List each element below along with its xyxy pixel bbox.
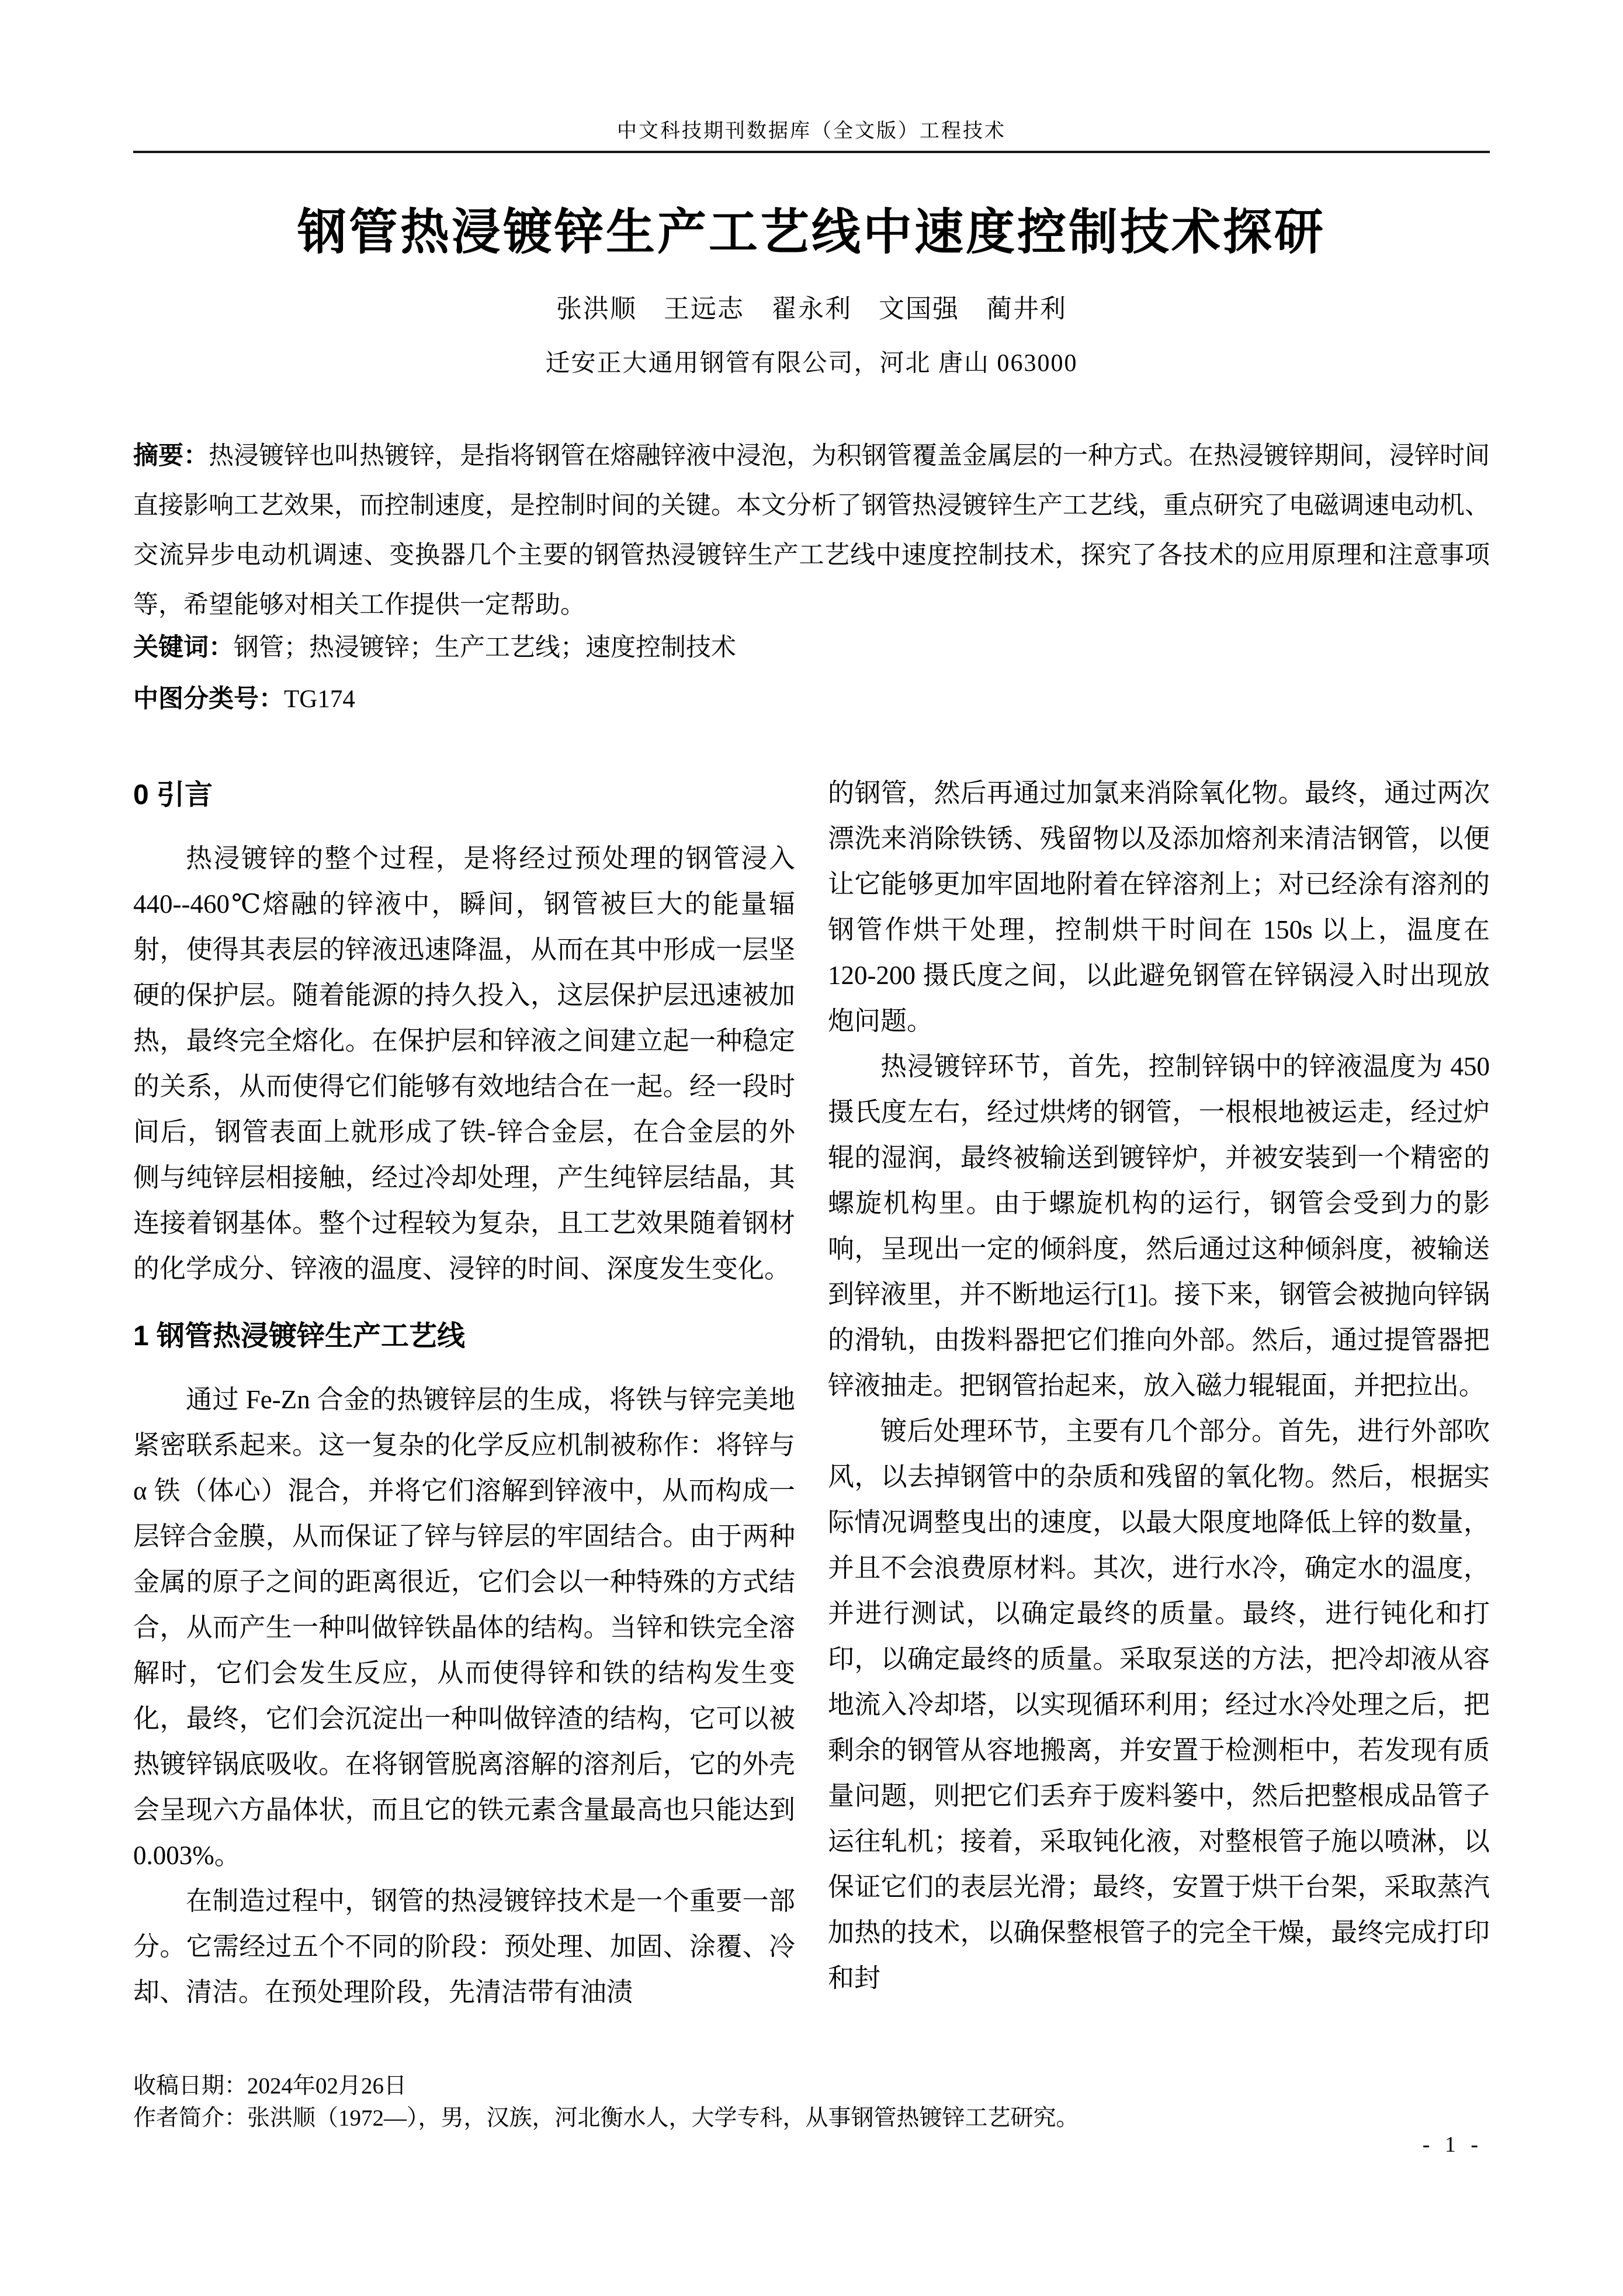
page-number: - 1 - bbox=[1422, 2132, 1483, 2157]
affiliation-line: 迁安正大通用钢管有限公司，河北 唐山 063000 bbox=[545, 350, 1078, 377]
author-bio-label: 作者简介： bbox=[133, 2105, 248, 2131]
clc-text: TG174 bbox=[284, 685, 355, 713]
section-heading-0: 0 引言 bbox=[133, 780, 213, 811]
received-date-label: 收稿日期： bbox=[133, 2073, 248, 2098]
abstract bbox=[133, 431, 1490, 630]
section-1-paragraph-2-left: 在制造过程中，钢管的热浸镀锌技术是一个重要一部分。它需经过五个不同的阶段：预处理、加固、涂覆、冷却、清洁。在预处理阶段，先清洁带有油渍 bbox=[133, 1886, 795, 2007]
section-heading-1: 1 钢管热浸镀锌生产工艺线 bbox=[133, 1321, 466, 1352]
section-1-paragraph-4: 镀后处理环节，主要有几个部分。首先，进行外部吹风，以去掉钢管中的杂质和残留的氧化物。然后，根据实际情况调整曳出的速度，以最大限度地降低上锌的数量，并且不会浪费原材料。其次，进行水冷，确定水的温度，并进行测试，以确定最终的质量。最终，进行钝化和打印，以确定最终的质量。采取泵送的方法，把冷却液从容地流入冷却塔，以实现循环利用；经过水冷处理之后，把剩余的钢管从容地搬离，并安置于检测柜中，若发现有质量问题，则把它们丢弃于废料篓中，然后把整根成品管子运往轧机；接着，采取钝化液，对整根管子施以喷淋，以保证它们的表层光滑；最终，安置于烘干台架，采取蒸汽加热的技术，以确保整根管子的完全干燥，最终完成打印和封 bbox=[828, 1417, 1490, 1993]
section-1-paragraph-2-continued: 的钢管，然后再通过加氯来消除氧化物。最终，通过两次漂洗来消除铁锈、残留物以及添加熔剂来清洁钢管，以便让它能够更加牢固地附着在锌溶剂上；对已经涂有溶剂的钢管作烘干处理，控制烘干时间在 150s 以上，温度在 120-200 摄氏度之间，以此避免钢管在锌锅浸入时出现放炮问题。 bbox=[828, 778, 1490, 1036]
abstract-label: 摘要： bbox=[133, 442, 209, 470]
header-divider bbox=[133, 151, 1490, 153]
section-0-paragraph: 热浸镀锌的整个过程，是将经过预处理的钢管浸入 440--460℃熔融的锌液中，瞬间，钢管被巨大的能量辐射，使得其表层的锌液迅速降温，从而在其中形成一层坚硬的保护层。随着能源的持久投入，这层保护层迅速被加热，最终完全熔化。在保护层和锌液之间建立起一种稳定的关系，从而使得它们能够有效地结合在一起。经一段时间后，钢管表面上就形成了铁-锌合金层，在合金层的外侧与纯锌层相接触，经过冷却处理，产生纯锌层结晶，其连接着钢基体。整个过程较为复杂，且工艺效果随着钢材的化学成分、锌液的温度、浸锌的时间、深度发生变化。 bbox=[133, 844, 795, 1283]
received-date-line bbox=[133, 2070, 1490, 2102]
section-1-paragraph-1: 通过 Fe-Zn 合金的热镀锌层的生成，将铁与锌完美地紧密联系起来。这一复杂的化学反应机制被称作：将锌与 α 铁（体心）混合，并将它们溶解到锌液中，从而构成一层锌合金膜，从而保证了锌与锌层的牢固结合。由于两种金属的原子之间的距离很近，它们会以一种特殊的方式结合，从而产生一种叫做锌铁晶体的结构。当锌和铁完全溶解时，它们会发生反应，从而使得锌和铁的结构发生变化，最终，它们会沉淀出一种叫做锌渣的结构，它可以被热镀锌锅底吸收。在将钢管脱离溶解的溶剂后，它的外壳会呈现六方晶体状，而且它的铁元素含量最高也只能达到 0.003%。 bbox=[133, 1385, 795, 1870]
left-column bbox=[133, 770, 795, 2069]
clc-label: 中图分类号： bbox=[133, 685, 284, 713]
section-1-paragraph-3: 热浸镀锌环节，首先，控制锌锅中的锌液温度为 450 摄氏度左右，经过烘烤的钢管，一根根地被运走，经过炉辊的湿润，最终被输送到镀锌炉，并被安装到一个精密的螺旋机构里。由于螺旋机构的运行，钢管会受到力的影响，呈现出一定的倾斜度，然后通过这种倾斜度，被输送到锌液里，并不断地运行[1]。接下来，钢管会被抛向锌锅的滑轨，由拨料器把它们推向外部。然后，通过提管器把锌液抽走。把钢管抬起来，放入磁力辊辊面，并把拉出。 bbox=[828, 1052, 1490, 1400]
author-bio-value: 张洪顺（1972—），男，汉族，河北衡水人，大学专科，从事钢管热镀锌工艺研究。 bbox=[247, 2105, 1079, 2131]
abstract-text: 热浸镀锌也叫热镀锌，是指将钢管在熔融锌液中浸泡，为积钢管覆盖金属层的一种方式。在热浸镀锌期间，浸锌时间直接影响工艺效果，而控制速度，是控制时间的关键。本文分析了钢管热浸镀锌生产工艺线，重点研究了电磁调速电动机、交流异步电动机调速、变换器几个主要的钢管热浸镀锌生产工艺线中速度控制技术，探究了各技术的应用原理和注意事项等，希望能够对相关工作提供一定帮助。 bbox=[133, 442, 1490, 619]
received-date-value: 2024年02月26日 bbox=[247, 2073, 407, 2098]
keywords-text: 钢管；热浸镀锌；生产工艺线；速度控制技术 bbox=[234, 634, 736, 662]
keywords-label: 关键词： bbox=[133, 633, 234, 662]
page-title: 钢管热浸镀锌生产工艺线中速度控制技术探研 bbox=[297, 205, 1326, 259]
author-bio-line bbox=[133, 2102, 1490, 2134]
two-column-body bbox=[133, 770, 1490, 2069]
authors-line: 张洪顺 王远志 翟永利 文国强 蔺井利 bbox=[556, 295, 1067, 323]
footnote-block bbox=[133, 2070, 1490, 2134]
journal-header: 中文科技期刊数据库（全文版）工程技术 bbox=[617, 120, 1006, 142]
clc-number bbox=[133, 681, 1490, 717]
keywords bbox=[133, 630, 1490, 666]
right-column bbox=[828, 770, 1490, 2069]
